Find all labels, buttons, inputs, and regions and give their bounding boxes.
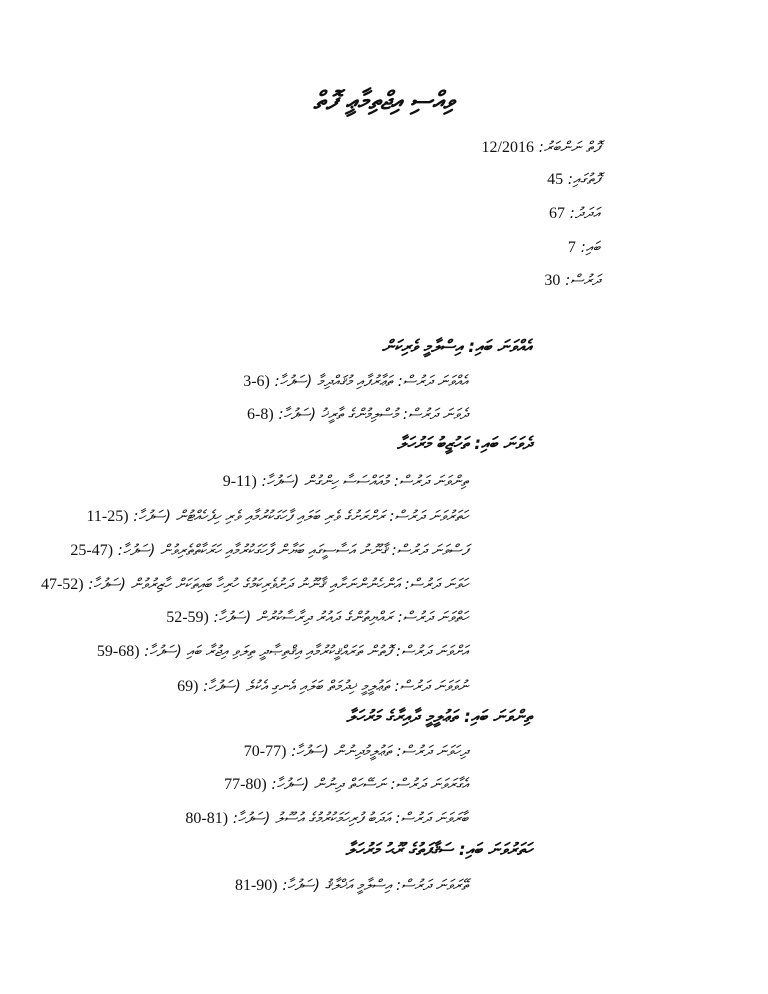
meta-label: ފޮތުގައި: [567, 170, 600, 188]
lesson-item [243, 372, 468, 391]
lesson-title: އެގާރަވަނަ ދަރުސް: ނަސޭހަތް ދިނުން (ސަފުހާ: [271, 775, 468, 793]
lesson-pages: 77-80) [224, 776, 267, 793]
lesson-item [87, 507, 468, 526]
lesson-title: ދެވަނަ ދަރުސް: މުސްލިމުންގެ ތާރީޚު (ސަފުހާ: [278, 405, 468, 423]
document-title: ވިއްސި އިޖްތިމާޢީ ފޮތް [313, 86, 455, 115]
lesson-title: ނުވަވަނަ ދަރުސް: ތަޢުލީމީ ޚިދުމަތް ބަލައި އެނގި އެކުލެ (ސަފުހާ: [203, 677, 468, 695]
lesson-item [247, 405, 468, 424]
lesson-title: ފަސްވަނަ ދަރުސް: ޤާނޫނު އަސާސީގައި ބަޔާން ފާހަގަކުރުމާއި ހަރަކާތްތެރިވުން (ސަފުހާ: [117, 541, 468, 559]
lesson-pages: 47-52) [40, 576, 84, 593]
section-heading: ހަތަރުވަނަ ބައި: ސަޤާފަތުގެ ރޫޙު މަރުހަލާ [345, 840, 532, 860]
lesson-item [41, 575, 468, 594]
meta-count [549, 204, 600, 223]
lesson-pages: 3-6) [243, 373, 270, 390]
meta-lessons [544, 271, 600, 290]
lesson-pages: 80-81) [185, 810, 229, 827]
meta-book-number [482, 138, 601, 157]
meta-value: 30 [544, 272, 561, 289]
meta-pages [547, 170, 600, 189]
section-heading: ތިންވަނަ ބައި: ތަޢުލީމީ ދާއިރާގެ މަރުހަލާ [346, 707, 532, 727]
meta-label: ފޮތް ނަންބަރު: [538, 138, 600, 156]
meta-parts [568, 238, 600, 257]
lesson-pages: 70-77) [243, 743, 287, 760]
lesson-item [244, 742, 468, 761]
lesson-title: ބާރަވަނަ ދަރުސް: އަދަބު ފުރިހަމަކުރުމުގެ އުސޫލު (ސަފުހާ: [232, 809, 468, 827]
lesson-item [70, 541, 468, 560]
lesson-title: އަށްވަނަ ދަރުސް: ފޮތުން ތަރައްޤީކުރުމާއި އިޤްތިޞާދީ ތިލަވި އިޖުރާ ބައި (ސަފުހާ: [144, 642, 468, 660]
lesson-pages: 59-68) [96, 643, 140, 660]
lesson-pages: 81-90) [234, 877, 278, 894]
lesson-pages: 6-8) [247, 406, 274, 423]
lesson-pages: 11-25) [86, 508, 129, 525]
meta-value: 12/2016 [481, 139, 534, 156]
meta-value: 67 [549, 205, 566, 222]
lesson-item [235, 876, 468, 895]
lesson-item [97, 642, 468, 661]
lesson-title: ތިންވަނަ ދަރުސް: މުއައްސަސާ ހިންގުން (ސަފުހާ: [261, 472, 468, 490]
lesson-item [185, 809, 468, 828]
lesson-pages: 25-47) [70, 542, 114, 559]
lesson-title: ހަވަނަ ދަރުސް: އަންހެނުންނަށާއި ޤާނޫނު ދަށުވެރިކަމުގެ ހުރިހާ ބައިތަކަށް ހާޒިރުވުން (ސަފުހާ: [88, 575, 468, 593]
meta-value: 7 [567, 239, 576, 256]
lesson-pages: 52-59) [166, 609, 209, 626]
lesson-title: ތޭރަވަނަ ދަރުސް: އިސްލާމީ އަޚްލާޤު (ސަފުހާ: [282, 876, 468, 894]
section-heading: ދެވަނަ ބައި: ތަހުޒީބު މަރުހަލާ [397, 434, 532, 454]
lesson-title: ދިހަވަނަ ދަރުސް: ތަޢުލީމުދިނުން (ސަފުހާ: [291, 742, 468, 760]
lesson-title: އެއްވަނަ ދަރުސް: ތަޢާރުފާއި މުޤައްދިމާ (ސަފުހާ: [274, 372, 468, 390]
lesson-pages: 9-11) [222, 473, 257, 490]
lesson-item [224, 775, 468, 794]
meta-label: ދަރުސް: [565, 271, 600, 289]
lesson-item [166, 608, 468, 627]
lesson-pages: 69) [177, 678, 199, 695]
meta-label: އަދަދު: [569, 204, 600, 222]
lesson-title: ހަތްވަނަ ދަރުސް: ރައްޔިތުންގެ ދައުރު ދިރާސާކުރުން (ސަފުހާ: [213, 608, 468, 626]
meta-label: ބައި: [580, 238, 600, 256]
meta-value: 45 [547, 171, 564, 188]
lesson-title: ހަތަރުވަނަ ދަރުސް: ރަށްރަށުގެ ވެރި ބަލައި ފާހަގަކުރުމާއި ވެރި ހިފެހެއްޓުން (ސަފުހާ: [133, 507, 468, 525]
lesson-item [177, 677, 468, 696]
lesson-item [223, 472, 468, 491]
section-heading: އެއްވަނަ ބައި: އިސްލާމީ ވެރިކަން [381, 337, 532, 357]
